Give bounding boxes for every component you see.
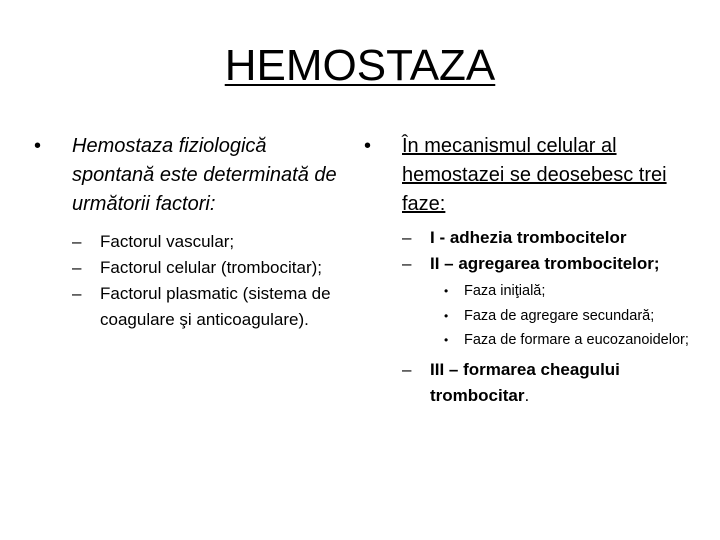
right-main-bullet [364, 132, 694, 219]
right-heading: În mecanismul celular al hemostazei se deosebesc trei faze: [402, 135, 667, 215]
left-item-text: Factorul vascular; [100, 232, 235, 251]
bullet-icon: • [444, 284, 449, 298]
phase-3-end: . [524, 385, 530, 405]
slide-title: HEMOSTAZA [224, 41, 496, 90]
subphase-text: Faza iniţială; [464, 283, 546, 299]
dash-icon: – [402, 228, 412, 247]
phase-item [364, 225, 694, 251]
bullet-icon: • [364, 135, 372, 157]
dash-icon: – [72, 232, 82, 251]
dash-icon: – [72, 284, 82, 303]
right-column [364, 132, 694, 409]
subphase-text: Faza de agregare secundară; [464, 307, 655, 324]
bullet-icon: • [444, 308, 449, 323]
phase-2-text: II – agregarea trombocitelor; [430, 254, 660, 273]
subphase-item [364, 279, 694, 304]
subphase-item [364, 328, 694, 353]
phase-item [364, 357, 694, 409]
left-item-text: Factorul celular (trombocitar); [100, 258, 323, 277]
left-list-item [34, 229, 354, 255]
phase-item [364, 251, 694, 277]
left-column [34, 132, 354, 333]
bullet-icon: • [34, 135, 42, 157]
left-list-item [34, 281, 354, 333]
left-item-text: Factorul plasmatic (sistema de coagulare şi anticoagulare). [100, 284, 331, 329]
left-list-item [34, 255, 354, 281]
left-main-bullet [34, 132, 354, 219]
dash-icon: – [72, 258, 82, 277]
bullet-icon: • [444, 333, 449, 347]
phase-3-bold: III – formarea cheagului trombocitar [430, 359, 620, 405]
subphase-item [364, 304, 694, 329]
phase-1-text: I - adhezia trombocitelor [430, 228, 627, 247]
phase-3-text [430, 357, 694, 409]
dash-icon: – [402, 359, 412, 379]
dash-icon: – [402, 254, 412, 273]
left-heading: Hemostaza fiziologică spontană este determinată de următorii factori: [72, 135, 337, 215]
subphase-text: Faza de formare a eucozanoidelor; [464, 332, 689, 348]
